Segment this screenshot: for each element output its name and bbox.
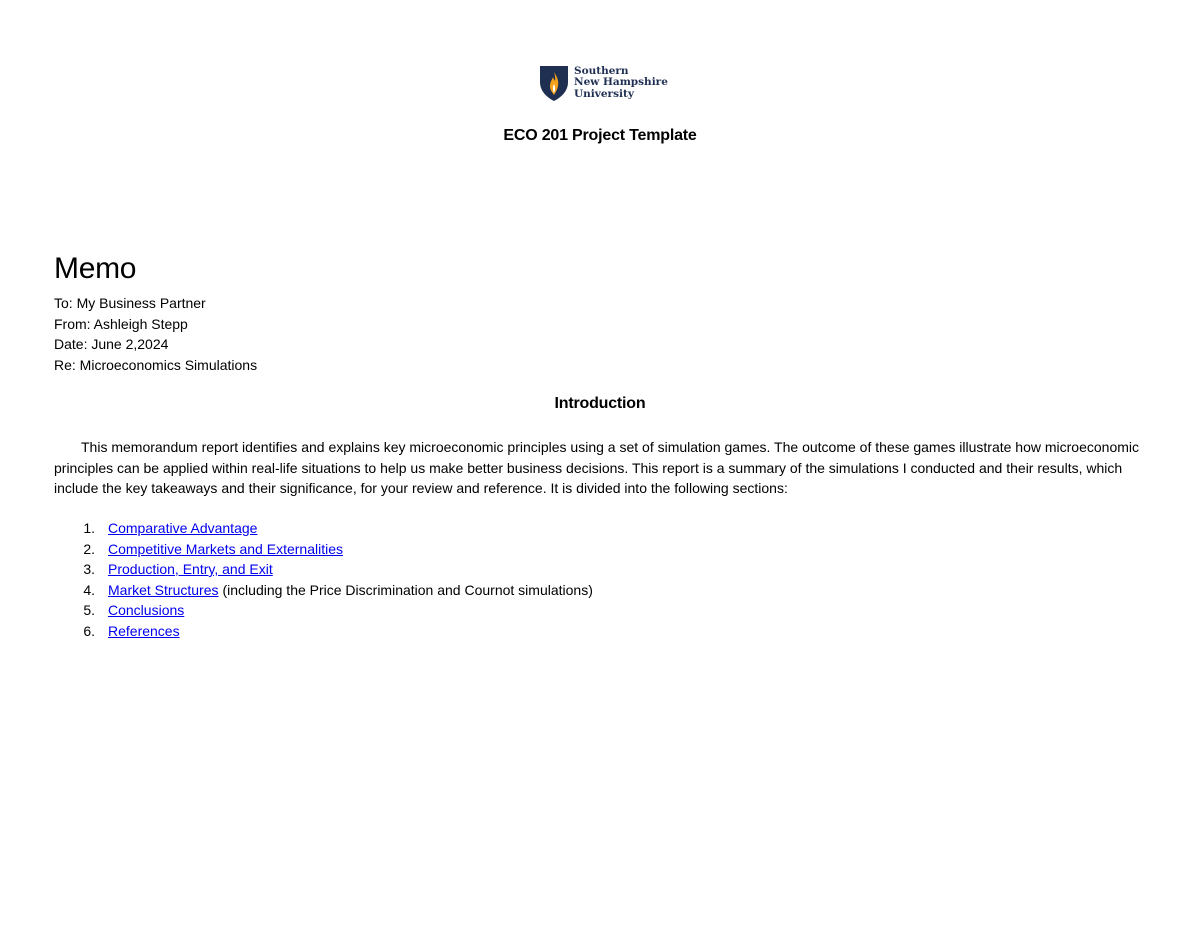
- list-number: 3.: [83, 561, 95, 577]
- list-item: [54, 580, 593, 601]
- memo-header-block: [54, 293, 257, 375]
- list-item: [54, 518, 593, 539]
- introduction-heading: Introduction: [554, 395, 646, 412]
- logo-line-2: New Hampshire: [574, 76, 668, 89]
- logo-wordmark: [574, 66, 668, 101]
- logo-line-1: Southern: [574, 64, 629, 77]
- section-link-comparative-advantage[interactable]: Comparative Advantage: [108, 520, 258, 536]
- list-number: 2.: [83, 540, 95, 557]
- section-link-competitive-markets[interactable]: Competitive Markets and Externalities: [108, 540, 343, 557]
- list-item-note: (including the Price Discrimination and Cournot simulations): [222, 581, 593, 598]
- list-number: 4.: [83, 581, 95, 598]
- list-item: [54, 539, 593, 560]
- list-number: 5.: [83, 602, 95, 618]
- section-list: [54, 518, 593, 641]
- memo-date: Date: June 2,2024: [54, 336, 169, 352]
- section-link-references[interactable]: References: [108, 622, 180, 639]
- list-number: 1.: [83, 520, 95, 536]
- list-item: [54, 621, 593, 642]
- section-link-conclusions[interactable]: Conclusions: [108, 602, 185, 618]
- logo-line-3: University: [574, 87, 634, 100]
- section-link-production-entry-exit[interactable]: Production, Entry, and Exit: [108, 561, 273, 577]
- document-title: ECO 201 Project Template: [503, 127, 697, 144]
- university-logo: [538, 64, 668, 102]
- section-link-market-structures[interactable]: Market Structures: [108, 581, 219, 598]
- list-item: [54, 600, 593, 621]
- memo-heading: Memo: [54, 252, 137, 285]
- list-item: [54, 559, 593, 580]
- introduction-paragraph: This memorandum report identifies and explains key microeconomic principles using a set of simulation games. The outcome of these games illustrate how microeconomic principles can be applied within real-life situations to help us make better business decisions. This report is a summary of the simulations I conducted and their results, which include the key takeaways and their significance, for your review and reference. It is divided into the following sections:: [54, 439, 1140, 496]
- memo-to: To: My Business Partner: [54, 295, 206, 311]
- list-number: 6.: [83, 622, 95, 639]
- memo-from: From: Ashleigh Stepp: [54, 315, 188, 332]
- memo-re: Re: Microeconomics Simulations: [54, 356, 258, 373]
- shield-flame-icon: [538, 64, 570, 102]
